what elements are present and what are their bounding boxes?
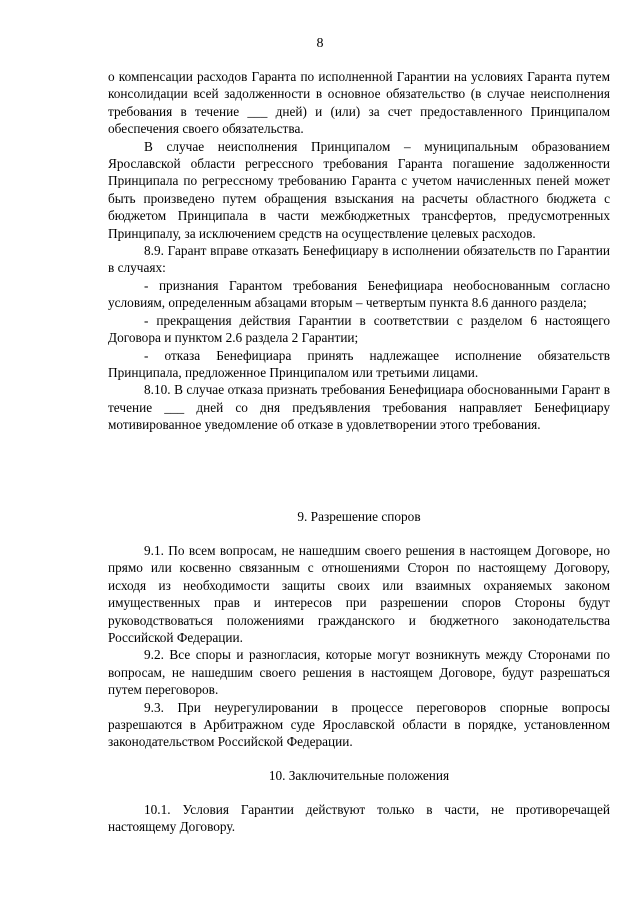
paragraph-8-8-continued: о компенсации расходов Гаранта по исполненной Гарантии на условиях Гаранта путем консолидации всей задолженности в основное обязательство (в случае неисполнения требования в течение ___ дней) и (или) за счет предоставленного Принципалом обеспечения своего обязательства. [108, 69, 610, 137]
list-item-8-9-b: - прекращения действия Гарантии в соответствии с разделом 6 настоящего Договора и пунктом 2.6 раздела 2 Гарантии; [108, 312, 610, 346]
paragraph-8-9: 8.9. Гарант вправе отказать Бенефициару в исполнении обязательств по Гарантии в случаях: [108, 243, 610, 276]
paragraph-9-2: 9.2. Все споры и разногласия, которые могут возникнуть между Сторонами по вопросам, не нашедшим своего решения в настоящем Договоре, будут разрешаться путем переговоров. [108, 647, 610, 698]
paragraph-10-1: 10.1. Условия Гарантии действуют только в части, не противоречащей настоящему Договору. [108, 802, 610, 835]
paragraph-9-3: 9.3. При неурегулировании в процессе переговоров спорные вопросы разрешаются в Арбитражном суде Ярославской области в порядке, установленном законодательством Российской Федерации. [108, 699, 610, 750]
section-9-heading: 9. Разрешение споров [297, 509, 421, 524]
section-8-continuation [108, 68, 610, 434]
paragraph-9-1: 9.1. По всем вопросам, не нашедшим своего решения в настоящем Договоре, но прямо или косвенно связанным с отношениями Сторон по настоящему Договору, исходя из необходимости защиты своих или взаимных охраняемых законом имущественных прав и интересов при разрешении споров Стороны будут руководствоваться положениями гражданского и бюджетного законодательства Российской Федерации. [108, 543, 610, 646]
page-number: 8 [316, 36, 324, 51]
section-10-heading: 10. Заключительные положения [268, 768, 450, 783]
list-item-8-9-c: - отказа Бенефициара принять надлежащее исполнение обязательств Принципала, предложенное Принципалом или третьими лицами. [108, 347, 610, 380]
paragraph-regress-claim: В случае неисполнения Принципалом – муниципальным образованием Ярославской области регрессного требования Гаранта погашение задолженности Принципала по регрессному требованию Гаранта с учетом начисленных пеней может быть произведено путем обращения взыскания на расчеты областного бюджета с бюджетом Принципала в части межбюджетных трансфертов, предусмотренных Принципалу, за исключением средств на осуществление целевых расходов. [108, 138, 610, 241]
list-item-8-9-a: - признания Гарантом требования Бенефициара необоснованным согласно условиям, определенным абзацами вторым – четвертым пункта 8.6 данного раздела; [108, 277, 610, 311]
section-10-body [108, 801, 610, 836]
paragraph-8-10: 8.10. В случае отказа признать требования Бенефициара обоснованными Гарант в течение ___ дней со дня предъявления требования направляет Бенефициару мотивированное уведомление об отказе в удовлетворении этого требования. [108, 382, 610, 433]
section-9-body [108, 542, 610, 751]
